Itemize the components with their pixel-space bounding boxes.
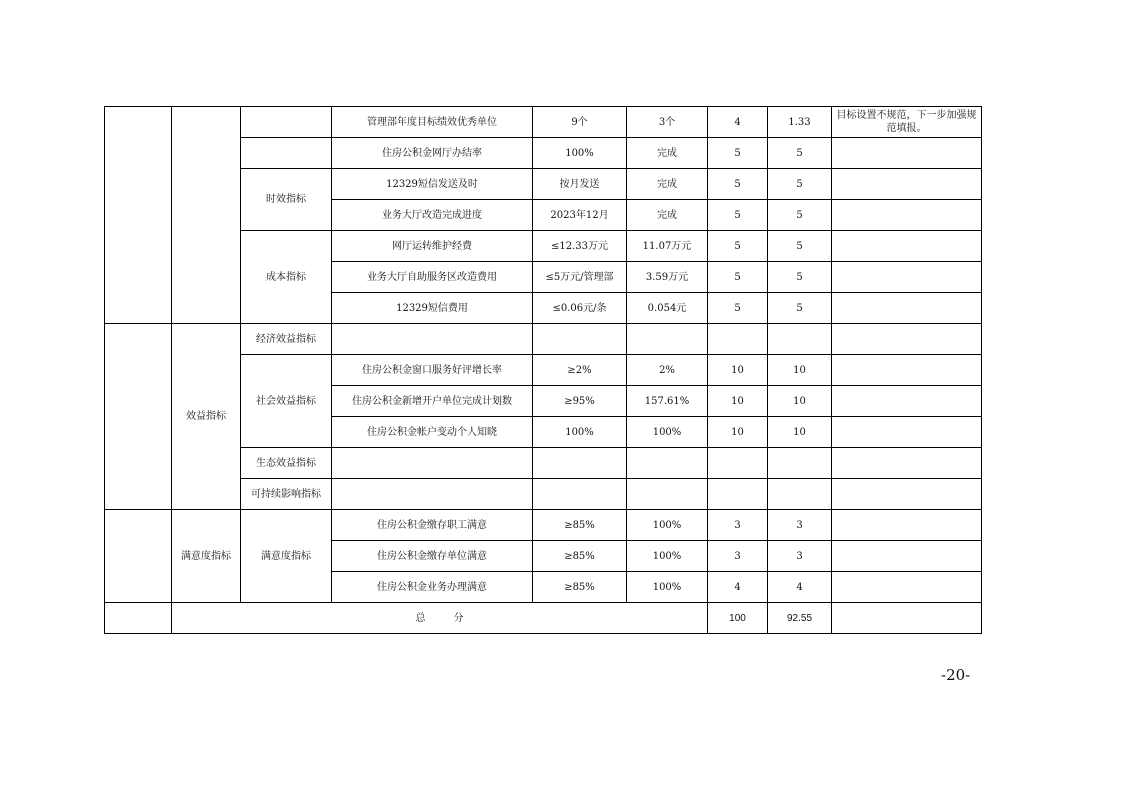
actual-cell: 完成	[627, 200, 708, 231]
category-benefit: 效益指标	[172, 324, 241, 510]
actual-cell: 100%	[627, 541, 708, 572]
page-number: -20-	[941, 666, 971, 684]
indicator-cell: 住房公积金缴存单位满意	[332, 541, 533, 572]
performance-table	[104, 106, 982, 634]
level1-cell-satisfaction	[105, 510, 172, 603]
note-cell	[832, 293, 982, 324]
weight-cell: 5	[708, 138, 768, 169]
indicator-cell: 住房公积金缴存职工满意	[332, 510, 533, 541]
subcategory-economic: 经济效益指标	[241, 324, 332, 355]
indicator-cell: 12329短信发送及时	[332, 169, 533, 200]
indicator-cell: 网厅运转维护经费	[332, 231, 533, 262]
note-cell	[832, 603, 982, 634]
score-cell: 4	[768, 572, 832, 603]
actual-cell: 100%	[627, 510, 708, 541]
indicator-cell: 住房公积金网厅办结率	[332, 138, 533, 169]
total-label-char-1: 总	[415, 612, 426, 624]
category-satisfaction: 满意度指标	[172, 510, 241, 603]
total-weight: 100	[708, 603, 768, 634]
weight-cell: 5	[708, 293, 768, 324]
indicator-cell	[332, 448, 533, 479]
total-label	[172, 603, 708, 634]
score-cell	[768, 448, 832, 479]
weight-cell: 4	[708, 107, 768, 138]
actual-cell: 3.59万元	[627, 262, 708, 293]
target-cell: 100%	[533, 138, 627, 169]
indicator-cell: 住房公积金窗口服务好评增长率	[332, 355, 533, 386]
actual-cell	[627, 479, 708, 510]
subcategory-timeliness: 时效指标	[241, 169, 332, 231]
note-cell	[832, 200, 982, 231]
level3-cell	[241, 138, 332, 169]
weight-cell: 3	[708, 510, 768, 541]
weight-cell	[708, 324, 768, 355]
target-cell: 2023年12月	[533, 200, 627, 231]
note-cell	[832, 386, 982, 417]
note-cell	[832, 541, 982, 572]
score-cell: 5	[768, 169, 832, 200]
target-cell	[533, 324, 627, 355]
actual-cell: 2%	[627, 355, 708, 386]
indicator-cell: 住房公积金新增开户单位完成计划数	[332, 386, 533, 417]
indicator-cell: 12329短信费用	[332, 293, 533, 324]
target-cell: ≥85%	[533, 541, 627, 572]
weight-cell: 5	[708, 169, 768, 200]
score-cell: 5	[768, 231, 832, 262]
note-cell	[832, 355, 982, 386]
weight-cell: 10	[708, 355, 768, 386]
weight-cell: 5	[708, 231, 768, 262]
weight-cell: 5	[708, 262, 768, 293]
level1-cell-benefit	[105, 324, 172, 510]
target-cell: ≥2%	[533, 355, 627, 386]
target-cell: 100%	[533, 417, 627, 448]
score-cell: 5	[768, 138, 832, 169]
weight-cell: 4	[708, 572, 768, 603]
subcategory-satisfaction: 满意度指标	[241, 510, 332, 603]
weight-cell	[708, 448, 768, 479]
level2-cell-output	[172, 107, 241, 324]
note-cell	[832, 324, 982, 355]
total-score: 92.55	[768, 603, 832, 634]
indicator-cell	[332, 324, 533, 355]
table-row	[105, 324, 982, 355]
score-cell: 10	[768, 355, 832, 386]
actual-cell	[627, 448, 708, 479]
target-cell: 9个	[533, 107, 627, 138]
actual-cell: 0.054元	[627, 293, 708, 324]
score-cell: 3	[768, 541, 832, 572]
level3-cell	[241, 107, 332, 138]
target-cell: ≥95%	[533, 386, 627, 417]
indicator-cell: 业务大厅改造完成进度	[332, 200, 533, 231]
score-cell	[768, 324, 832, 355]
level1-cell-output	[105, 107, 172, 324]
note-cell	[832, 572, 982, 603]
weight-cell: 3	[708, 541, 768, 572]
note-cell	[832, 138, 982, 169]
target-cell: ≥85%	[533, 510, 627, 541]
actual-cell: 11.07万元	[627, 231, 708, 262]
target-cell: ≤0.06元/条	[533, 293, 627, 324]
score-cell	[768, 479, 832, 510]
note-cell	[832, 510, 982, 541]
table-row	[105, 107, 982, 138]
weight-cell	[708, 479, 768, 510]
indicator-cell: 住房公积金帐户变动个人知晓	[332, 417, 533, 448]
score-cell: 10	[768, 417, 832, 448]
score-cell: 5	[768, 262, 832, 293]
score-cell: 5	[768, 200, 832, 231]
subcategory-cost: 成本指标	[241, 231, 332, 324]
note-cell	[832, 479, 982, 510]
score-cell: 3	[768, 510, 832, 541]
note-cell	[832, 231, 982, 262]
note-cell	[832, 262, 982, 293]
subcategory-ecological: 生态效益指标	[241, 448, 332, 479]
total-label-char-2: 分	[453, 612, 464, 624]
weight-cell: 5	[708, 200, 768, 231]
target-cell: ≤5万元/管理部	[533, 262, 627, 293]
indicator-cell: 住房公积金业务办理满意	[332, 572, 533, 603]
indicator-cell	[332, 479, 533, 510]
actual-cell	[627, 324, 708, 355]
note-cell	[832, 169, 982, 200]
target-cell	[533, 479, 627, 510]
weight-cell: 10	[708, 417, 768, 448]
target-cell	[533, 448, 627, 479]
actual-cell: 100%	[627, 417, 708, 448]
note-cell: 目标设置不规范，下一步加强规范填报。	[832, 107, 982, 138]
level1-cell-total	[105, 603, 172, 634]
target-cell: 按月发送	[533, 169, 627, 200]
subcategory-sustainable: 可持续影响指标	[241, 479, 332, 510]
weight-cell: 10	[708, 386, 768, 417]
score-cell: 10	[768, 386, 832, 417]
indicator-cell: 业务大厅自助服务区改造费用	[332, 262, 533, 293]
target-cell: ≤12.33万元	[533, 231, 627, 262]
actual-cell: 完成	[627, 138, 708, 169]
table-row	[105, 510, 982, 541]
actual-cell: 3个	[627, 107, 708, 138]
actual-cell: 157.61%	[627, 386, 708, 417]
actual-cell: 100%	[627, 572, 708, 603]
score-cell: 5	[768, 293, 832, 324]
score-cell: 1.33	[768, 107, 832, 138]
note-cell	[832, 417, 982, 448]
note-cell	[832, 448, 982, 479]
target-cell: ≥85%	[533, 572, 627, 603]
actual-cell: 完成	[627, 169, 708, 200]
indicator-cell: 管理部年度目标绩效优秀单位	[332, 107, 533, 138]
total-row	[105, 603, 982, 634]
subcategory-social: 社会效益指标	[241, 355, 332, 448]
